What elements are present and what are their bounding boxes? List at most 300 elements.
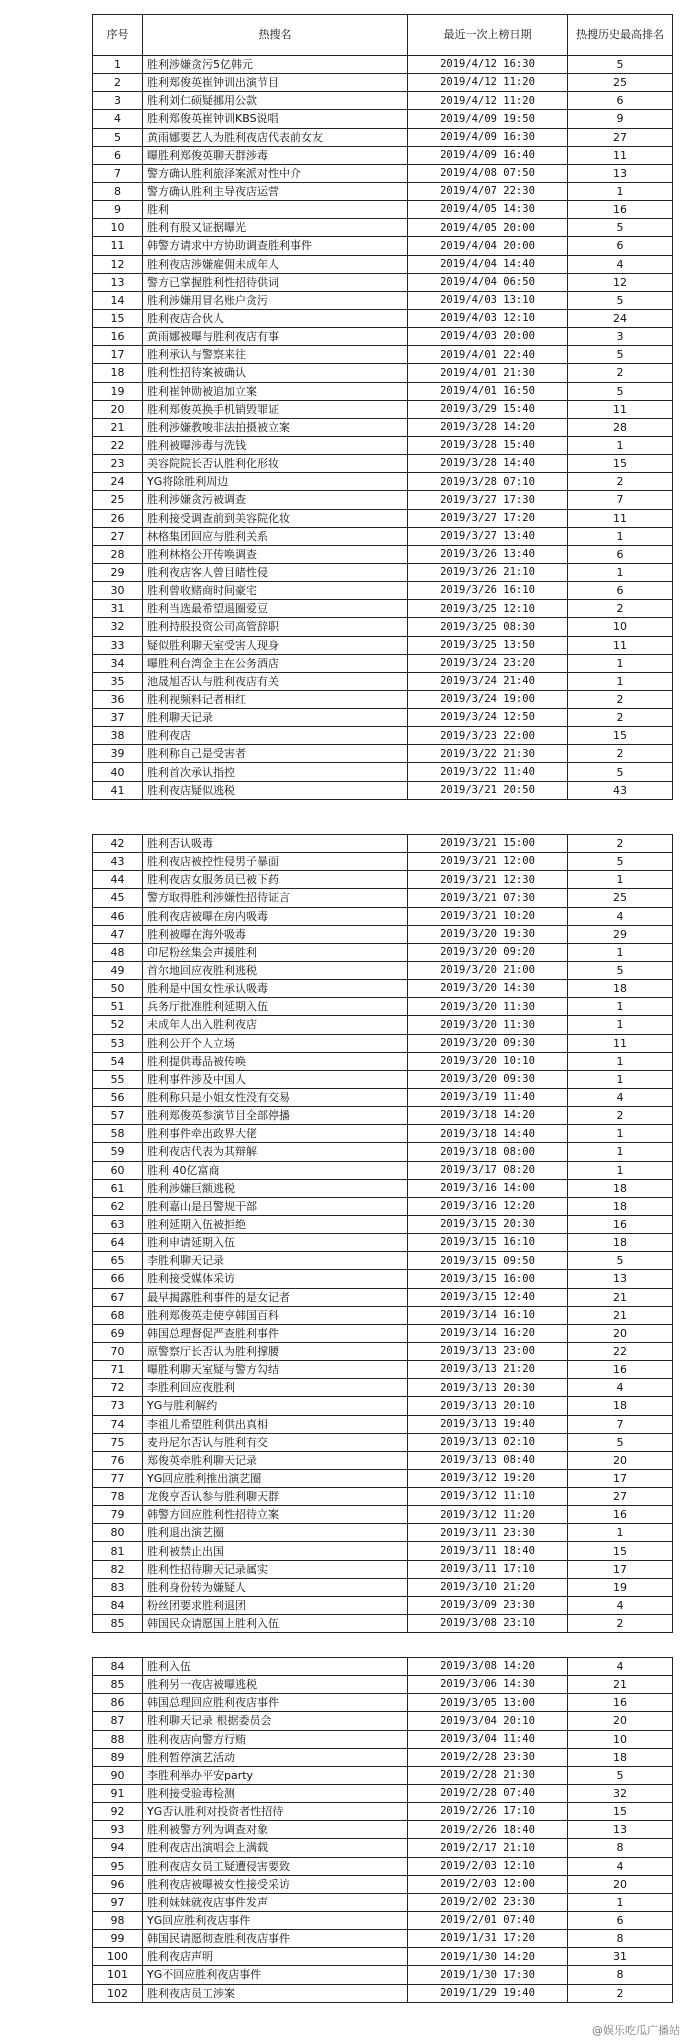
row-hot-search-name: 胜利另一夜店被曝逃税 xyxy=(143,1676,408,1694)
row-best-rank: 16 xyxy=(568,201,673,219)
table-row xyxy=(93,1596,673,1614)
table-row xyxy=(93,727,673,745)
row-hot-search-name: 胜利持股投资公司高管辞职 xyxy=(143,618,408,636)
row-number: 58 xyxy=(93,1125,143,1143)
row-number: 49 xyxy=(93,961,143,979)
row-number: 29 xyxy=(93,563,143,581)
row-best-rank: 5 xyxy=(568,382,673,400)
table-row xyxy=(93,998,673,1016)
row-last-date: 2019/4/05 20:00 xyxy=(408,219,568,237)
table-row xyxy=(93,382,673,400)
table-row xyxy=(93,1252,673,1270)
row-best-rank: 28 xyxy=(568,418,673,436)
table-row xyxy=(93,889,673,907)
table-row xyxy=(93,128,673,146)
row-number: 10 xyxy=(93,219,143,237)
row-last-date: 2019/3/14 16:20 xyxy=(408,1324,568,1342)
row-number: 41 xyxy=(93,781,143,799)
row-number: 97 xyxy=(93,1893,143,1911)
row-hot-search-name: 首尔地回应夜胜利逃税 xyxy=(143,961,408,979)
row-hot-search-name: 胜利涉嫌贪污5亿韩元 xyxy=(143,56,408,74)
row-number: 48 xyxy=(93,943,143,961)
row-best-rank: 16 xyxy=(568,1694,673,1712)
row-last-date: 2019/2/28 23:30 xyxy=(408,1748,568,1766)
table-row xyxy=(93,1488,673,1506)
table-row xyxy=(93,1088,673,1106)
row-hot-search-name: 胜利夜店被曝在房内吸毒 xyxy=(143,907,408,925)
row-best-rank: 18 xyxy=(568,980,673,998)
table-row xyxy=(93,961,673,979)
row-number: 59 xyxy=(93,1143,143,1161)
row-number: 62 xyxy=(93,1197,143,1215)
row-best-rank: 16 xyxy=(568,1215,673,1233)
row-best-rank: 11 xyxy=(568,400,673,418)
hot-search-table-3 xyxy=(92,1657,673,2003)
row-number: 99 xyxy=(93,1930,143,1948)
row-last-date: 2019/3/28 14:20 xyxy=(408,418,568,436)
row-last-date: 2019/3/15 12:40 xyxy=(408,1288,568,1306)
row-best-rank: 11 xyxy=(568,1034,673,1052)
row-number: 101 xyxy=(93,1966,143,1984)
row-best-rank: 1 xyxy=(568,1893,673,1911)
row-last-date: 2019/3/20 11:30 xyxy=(408,1016,568,1034)
row-hot-search-name: 胜利有股又证据曝光 xyxy=(143,219,408,237)
row-best-rank: 1 xyxy=(568,1016,673,1034)
row-last-date: 2019/4/09 16:30 xyxy=(408,128,568,146)
table-row xyxy=(93,1911,673,1929)
row-best-rank: 2 xyxy=(568,835,673,853)
row-hot-search-name: 胜利公开个人立场 xyxy=(143,1034,408,1052)
row-hot-search-name: 胜利郑俊英崔钟训KBS说唱 xyxy=(143,110,408,128)
row-best-rank: 4 xyxy=(568,1857,673,1875)
row-best-rank: 27 xyxy=(568,128,673,146)
row-best-rank: 11 xyxy=(568,146,673,164)
row-best-rank: 2 xyxy=(568,364,673,382)
row-hot-search-name: 胜利聊天记录 xyxy=(143,709,408,727)
row-best-rank: 29 xyxy=(568,925,673,943)
row-last-date: 2019/4/04 06:50 xyxy=(408,273,568,291)
row-last-date: 2019/3/22 11:40 xyxy=(408,763,568,781)
row-best-rank: 5 xyxy=(568,1766,673,1784)
table-row xyxy=(93,1270,673,1288)
row-number: 1 xyxy=(93,56,143,74)
table-row xyxy=(93,1821,673,1839)
row-last-date: 2019/3/20 09:30 xyxy=(408,1070,568,1088)
row-hot-search-name: 胜利夜店员工涉案 xyxy=(143,1984,408,2002)
row-last-date: 2019/4/04 20:00 xyxy=(408,237,568,255)
row-hot-search-name: YG将除胜利周边 xyxy=(143,473,408,491)
table-row xyxy=(93,1524,673,1542)
row-best-rank: 6 xyxy=(568,582,673,600)
table-row xyxy=(93,56,673,74)
row-number: 66 xyxy=(93,1270,143,1288)
row-best-rank: 13 xyxy=(568,1821,673,1839)
row-last-date: 2019/3/24 23:20 xyxy=(408,654,568,672)
hot-search-table-1 xyxy=(92,14,673,800)
row-number: 86 xyxy=(93,1694,143,1712)
table-row xyxy=(93,1542,673,1560)
table-row xyxy=(93,164,673,182)
row-number: 30 xyxy=(93,582,143,600)
table-row xyxy=(93,636,673,654)
row-hot-search-name: 胜利郑俊英崔钟训出演节目 xyxy=(143,74,408,92)
row-best-rank: 11 xyxy=(568,636,673,654)
table-row xyxy=(93,1803,673,1821)
row-hot-search-name: 胜利暂停演艺活动 xyxy=(143,1748,408,1766)
table-row xyxy=(93,1397,673,1415)
row-last-date: 2019/3/05 13:00 xyxy=(408,1694,568,1712)
table-row xyxy=(93,219,673,237)
row-last-date: 2019/1/30 17:30 xyxy=(408,1966,568,1984)
table-row xyxy=(93,618,673,636)
row-hot-search-name: 黄雨娜要艺人为胜利夜店代表前女友 xyxy=(143,128,408,146)
table-row xyxy=(93,146,673,164)
table-row xyxy=(93,92,673,110)
row-number: 3 xyxy=(93,92,143,110)
row-best-rank: 1 xyxy=(568,871,673,889)
row-number: 7 xyxy=(93,164,143,182)
row-last-date: 2019/3/08 14:20 xyxy=(408,1658,568,1676)
row-hot-search-name: 胜利夜店合伙人 xyxy=(143,309,408,327)
row-best-rank: 5 xyxy=(568,1252,673,1270)
row-best-rank: 2 xyxy=(568,1615,673,1633)
row-hot-search-name: 李胜利聊天记录 xyxy=(143,1252,408,1270)
row-number: 82 xyxy=(93,1560,143,1578)
row-best-rank: 8 xyxy=(568,1966,673,1984)
row-last-date: 2019/3/13 20:10 xyxy=(408,1397,568,1415)
row-number: 72 xyxy=(93,1379,143,1397)
row-last-date: 2019/2/17 21:10 xyxy=(408,1839,568,1857)
row-hot-search-name: 胜利被警方列为调查对象 xyxy=(143,1821,408,1839)
row-hot-search-name: 胜利被曝涉毒与洗钱 xyxy=(143,436,408,454)
row-last-date: 2019/3/06 14:30 xyxy=(408,1676,568,1694)
row-number: 71 xyxy=(93,1361,143,1379)
row-last-date: 2019/3/20 21:00 xyxy=(408,961,568,979)
row-number: 12 xyxy=(93,255,143,273)
row-hot-search-name: 胜利嘉山是吕警规干部 xyxy=(143,1197,408,1215)
row-best-rank: 20 xyxy=(568,1875,673,1893)
row-best-rank: 2 xyxy=(568,600,673,618)
row-hot-search-name: 林格集团回应与胜利关系 xyxy=(143,527,408,545)
row-last-date: 2019/1/30 14:20 xyxy=(408,1948,568,1966)
row-hot-search-name: 龙俊亨否认参与胜利聊天群 xyxy=(143,1488,408,1506)
row-last-date: 2019/3/15 16:00 xyxy=(408,1270,568,1288)
table-row xyxy=(93,1948,673,1966)
row-last-date: 2019/3/24 19:00 xyxy=(408,690,568,708)
row-last-date: 2019/4/03 20:00 xyxy=(408,328,568,346)
row-last-date: 2019/3/18 14:40 xyxy=(408,1125,568,1143)
row-number: 96 xyxy=(93,1875,143,1893)
row-best-rank: 25 xyxy=(568,74,673,92)
row-last-date: 2019/4/03 12:10 xyxy=(408,309,568,327)
row-hot-search-name: 胜利涉嫌用冒名账户贪污 xyxy=(143,291,408,309)
row-number: 23 xyxy=(93,455,143,473)
row-hot-search-name: 最早揭露胜利事件的是女记者 xyxy=(143,1288,408,1306)
row-hot-search-name: 麦丹尼尔否认与胜利有交 xyxy=(143,1433,408,1451)
row-best-rank: 9 xyxy=(568,110,673,128)
row-hot-search-name: 胜利身份转为嫌疑人 xyxy=(143,1578,408,1596)
table-row xyxy=(93,328,673,346)
row-hot-search-name: 警方确认胜利旅泽案派对性中介 xyxy=(143,164,408,182)
row-best-rank: 1 xyxy=(568,182,673,200)
row-number: 46 xyxy=(93,907,143,925)
row-last-date: 2019/3/26 21:10 xyxy=(408,563,568,581)
row-number: 79 xyxy=(93,1506,143,1524)
row-best-rank: 7 xyxy=(568,491,673,509)
table-row xyxy=(93,1730,673,1748)
row-number: 92 xyxy=(93,1803,143,1821)
table-row xyxy=(93,1288,673,1306)
row-best-rank: 27 xyxy=(568,1488,673,1506)
row-best-rank: 21 xyxy=(568,1676,673,1694)
row-number: 67 xyxy=(93,1288,143,1306)
row-best-rank: 12 xyxy=(568,273,673,291)
row-last-date: 2019/4/04 14:40 xyxy=(408,255,568,273)
row-best-rank: 1 xyxy=(568,1524,673,1542)
table-row xyxy=(93,1324,673,1342)
row-hot-search-name: 胜利延期入伍被拒绝 xyxy=(143,1215,408,1233)
row-number: 93 xyxy=(93,1821,143,1839)
hot-search-table-2 xyxy=(92,834,673,1633)
row-number: 57 xyxy=(93,1107,143,1125)
row-best-rank: 10 xyxy=(568,618,673,636)
table-row xyxy=(93,1361,673,1379)
row-hot-search-name: 郑俊英牵胜利聊天记录 xyxy=(143,1451,408,1469)
table-row xyxy=(93,1052,673,1070)
row-hot-search-name: 胜利承认与警察来往 xyxy=(143,346,408,364)
row-hot-search-name: 粉丝团要求胜利退团 xyxy=(143,1596,408,1614)
table-row xyxy=(93,1893,673,1911)
row-last-date: 2019/2/03 12:10 xyxy=(408,1857,568,1875)
row-number: 5 xyxy=(93,128,143,146)
row-hot-search-name: 胜利被禁止出国 xyxy=(143,1542,408,1560)
row-best-rank: 15 xyxy=(568,727,673,745)
row-number: 60 xyxy=(93,1161,143,1179)
row-number: 26 xyxy=(93,509,143,527)
row-last-date: 2019/3/15 20:30 xyxy=(408,1215,568,1233)
row-best-rank: 5 xyxy=(568,291,673,309)
row-hot-search-name: 胜利夜店出演唱会上满载 xyxy=(143,1839,408,1857)
row-best-rank: 20 xyxy=(568,1324,673,1342)
row-last-date: 2019/1/29 19:40 xyxy=(408,1984,568,2002)
row-hot-search-name: 韩国民请愿彻查胜利夜店事件 xyxy=(143,1930,408,1948)
row-best-rank: 5 xyxy=(568,1433,673,1451)
row-last-date: 2019/3/16 12:20 xyxy=(408,1197,568,1215)
row-best-rank: 21 xyxy=(568,1306,673,1324)
table-row xyxy=(93,182,673,200)
row-number: 63 xyxy=(93,1215,143,1233)
row-best-rank: 20 xyxy=(568,1451,673,1469)
row-last-date: 2019/3/04 20:10 xyxy=(408,1712,568,1730)
row-number: 94 xyxy=(93,1839,143,1857)
row-last-date: 2019/3/18 14:20 xyxy=(408,1107,568,1125)
row-number: 42 xyxy=(93,835,143,853)
row-best-rank: 25 xyxy=(568,889,673,907)
row-number: 76 xyxy=(93,1451,143,1469)
table-row xyxy=(93,309,673,327)
row-best-rank: 20 xyxy=(568,1712,673,1730)
table-header-row xyxy=(93,15,673,56)
row-best-rank: 1 xyxy=(568,436,673,454)
row-number: 34 xyxy=(93,654,143,672)
row-hot-search-name: 胜利事件涉及中国人 xyxy=(143,1070,408,1088)
row-hot-search-name: 胜利是中国女性承认吸毒 xyxy=(143,980,408,998)
row-last-date: 2019/3/20 14:30 xyxy=(408,980,568,998)
table-row xyxy=(93,1034,673,1052)
table-row xyxy=(93,1179,673,1197)
row-best-rank: 17 xyxy=(568,1469,673,1487)
row-number: 15 xyxy=(93,309,143,327)
table-row xyxy=(93,545,673,563)
table-row xyxy=(93,1966,673,1984)
row-hot-search-name: 胜利夜店向警方行贿 xyxy=(143,1730,408,1748)
row-best-rank: 4 xyxy=(568,1658,673,1676)
row-hot-search-name: 胜利涉嫌贪污被调查 xyxy=(143,491,408,509)
row-number: 27 xyxy=(93,527,143,545)
row-best-rank: 31 xyxy=(568,1948,673,1966)
row-last-date: 2019/3/10 21:20 xyxy=(408,1578,568,1596)
row-hot-search-name: 胜利称自己是受害者 xyxy=(143,745,408,763)
row-last-date: 2019/3/13 20:30 xyxy=(408,1379,568,1397)
table-row xyxy=(93,1451,673,1469)
row-last-date: 2019/3/21 15:00 xyxy=(408,835,568,853)
row-number: 28 xyxy=(93,545,143,563)
row-last-date: 2019/3/04 11:40 xyxy=(408,1730,568,1748)
row-last-date: 2019/3/13 21:20 xyxy=(408,1361,568,1379)
table-row xyxy=(93,582,673,600)
row-hot-search-name: 胜利夜店女服务员已被下药 xyxy=(143,871,408,889)
row-hot-search-name: 疑似胜利聊天室受害人现身 xyxy=(143,636,408,654)
row-number: 44 xyxy=(93,871,143,889)
row-best-rank: 6 xyxy=(568,237,673,255)
row-hot-search-name: YG否认胜利对投资者性招待 xyxy=(143,1803,408,1821)
table-row xyxy=(93,346,673,364)
table-row xyxy=(93,291,673,309)
table-row xyxy=(93,690,673,708)
row-number: 36 xyxy=(93,690,143,708)
row-last-date: 2019/4/08 07:50 xyxy=(408,164,568,182)
row-hot-search-name: 胜利退出演艺圈 xyxy=(143,1524,408,1542)
row-number: 102 xyxy=(93,1984,143,2002)
row-number: 37 xyxy=(93,709,143,727)
row-last-date: 2019/4/12 16:30 xyxy=(408,56,568,74)
row-last-date: 2019/4/01 22:40 xyxy=(408,346,568,364)
row-hot-search-name: 胜利提供毒品被传唤 xyxy=(143,1052,408,1070)
table-row xyxy=(93,1197,673,1215)
row-hot-search-name: 韩警方回应胜利性招待立案 xyxy=(143,1506,408,1524)
row-number: 51 xyxy=(93,998,143,1016)
table-row xyxy=(93,853,673,871)
row-hot-search-name: 胜利刘仁硕疑挪用公款 xyxy=(143,92,408,110)
row-number: 19 xyxy=(93,382,143,400)
row-number: 69 xyxy=(93,1324,143,1342)
row-best-rank: 4 xyxy=(568,1088,673,1106)
row-hot-search-name: 胜利夜店女员工疑遭侵害要致 xyxy=(143,1857,408,1875)
row-hot-search-name: 胜利 40亿富商 xyxy=(143,1161,408,1179)
row-best-rank: 2 xyxy=(568,745,673,763)
table-row xyxy=(93,1433,673,1451)
row-hot-search-name: 胜利郑俊英走使亨韩国百科 xyxy=(143,1306,408,1324)
row-number: 35 xyxy=(93,672,143,690)
row-best-rank: 4 xyxy=(568,907,673,925)
row-best-rank: 13 xyxy=(568,164,673,182)
row-number: 17 xyxy=(93,346,143,364)
row-hot-search-name: 胜利申请延期入伍 xyxy=(143,1234,408,1252)
row-last-date: 2019/2/01 07:40 xyxy=(408,1911,568,1929)
row-last-date: 2019/3/20 09:30 xyxy=(408,1034,568,1052)
row-hot-search-name: 胜利夜店涉嫌雇佣未成年人 xyxy=(143,255,408,273)
row-hot-search-name: 胜利聊天记录 根据委员会 xyxy=(143,1712,408,1730)
table-row xyxy=(93,672,673,690)
row-best-rank: 5 xyxy=(568,763,673,781)
table-row xyxy=(93,709,673,727)
row-number: 68 xyxy=(93,1306,143,1324)
row-best-rank: 13 xyxy=(568,1270,673,1288)
row-last-date: 2019/3/16 14:00 xyxy=(408,1179,568,1197)
row-hot-search-name: 胜利 xyxy=(143,201,408,219)
row-last-date: 2019/2/28 21:30 xyxy=(408,1766,568,1784)
row-last-date: 2019/3/27 13:40 xyxy=(408,527,568,545)
row-last-date: 2019/3/21 12:30 xyxy=(408,871,568,889)
table-row xyxy=(93,418,673,436)
row-number: 45 xyxy=(93,889,143,907)
row-hot-search-name: 警方取得胜利涉嫌性招待证言 xyxy=(143,889,408,907)
row-number: 31 xyxy=(93,600,143,618)
table-row xyxy=(93,1506,673,1524)
row-last-date: 2019/3/13 02:10 xyxy=(408,1433,568,1451)
row-number: 11 xyxy=(93,237,143,255)
row-last-date: 2019/3/17 08:20 xyxy=(408,1161,568,1179)
row-last-date: 2019/3/20 10:10 xyxy=(408,1052,568,1070)
table-row xyxy=(93,907,673,925)
row-number: 9 xyxy=(93,201,143,219)
row-last-date: 2019/4/05 14:30 xyxy=(408,201,568,219)
row-number: 25 xyxy=(93,491,143,509)
row-number: 83 xyxy=(93,1578,143,1596)
row-best-rank: 32 xyxy=(568,1784,673,1802)
row-best-rank: 4 xyxy=(568,1379,673,1397)
row-best-rank: 43 xyxy=(568,781,673,799)
row-last-date: 2019/3/23 22:00 xyxy=(408,727,568,745)
row-hot-search-name: 胜利郑俊英换手机销毁罪证 xyxy=(143,400,408,418)
table-row xyxy=(93,1676,673,1694)
row-hot-search-name: 胜利夜店客人曾目睹性侵 xyxy=(143,563,408,581)
row-hot-search-name: 池晟旭否认与胜利夜店有关 xyxy=(143,672,408,690)
row-hot-search-name: 胜利郑俊英参演节目全部停播 xyxy=(143,1107,408,1125)
row-best-rank: 24 xyxy=(568,309,673,327)
row-best-rank: 10 xyxy=(568,1730,673,1748)
row-last-date: 2019/3/11 17:10 xyxy=(408,1560,568,1578)
table-row xyxy=(93,1615,673,1633)
table-row xyxy=(93,1306,673,1324)
row-number: 88 xyxy=(93,1730,143,1748)
row-last-date: 2019/3/12 19:20 xyxy=(408,1469,568,1487)
row-best-rank: 4 xyxy=(568,255,673,273)
table-row xyxy=(93,1415,673,1433)
row-number: 50 xyxy=(93,980,143,998)
row-last-date: 2019/3/08 23:10 xyxy=(408,1615,568,1633)
row-number: 39 xyxy=(93,745,143,763)
row-best-rank: 18 xyxy=(568,1234,673,1252)
row-best-rank: 21 xyxy=(568,1288,673,1306)
table-row xyxy=(93,600,673,618)
row-hot-search-name: 韩国总理督促严查胜利事件 xyxy=(143,1324,408,1342)
row-hot-search-name: 警方已掌握胜利性招待供词 xyxy=(143,273,408,291)
row-best-rank: 1 xyxy=(568,998,673,1016)
row-best-rank: 2 xyxy=(568,690,673,708)
row-best-rank: 18 xyxy=(568,1748,673,1766)
row-hot-search-name: YG与胜利解约 xyxy=(143,1397,408,1415)
